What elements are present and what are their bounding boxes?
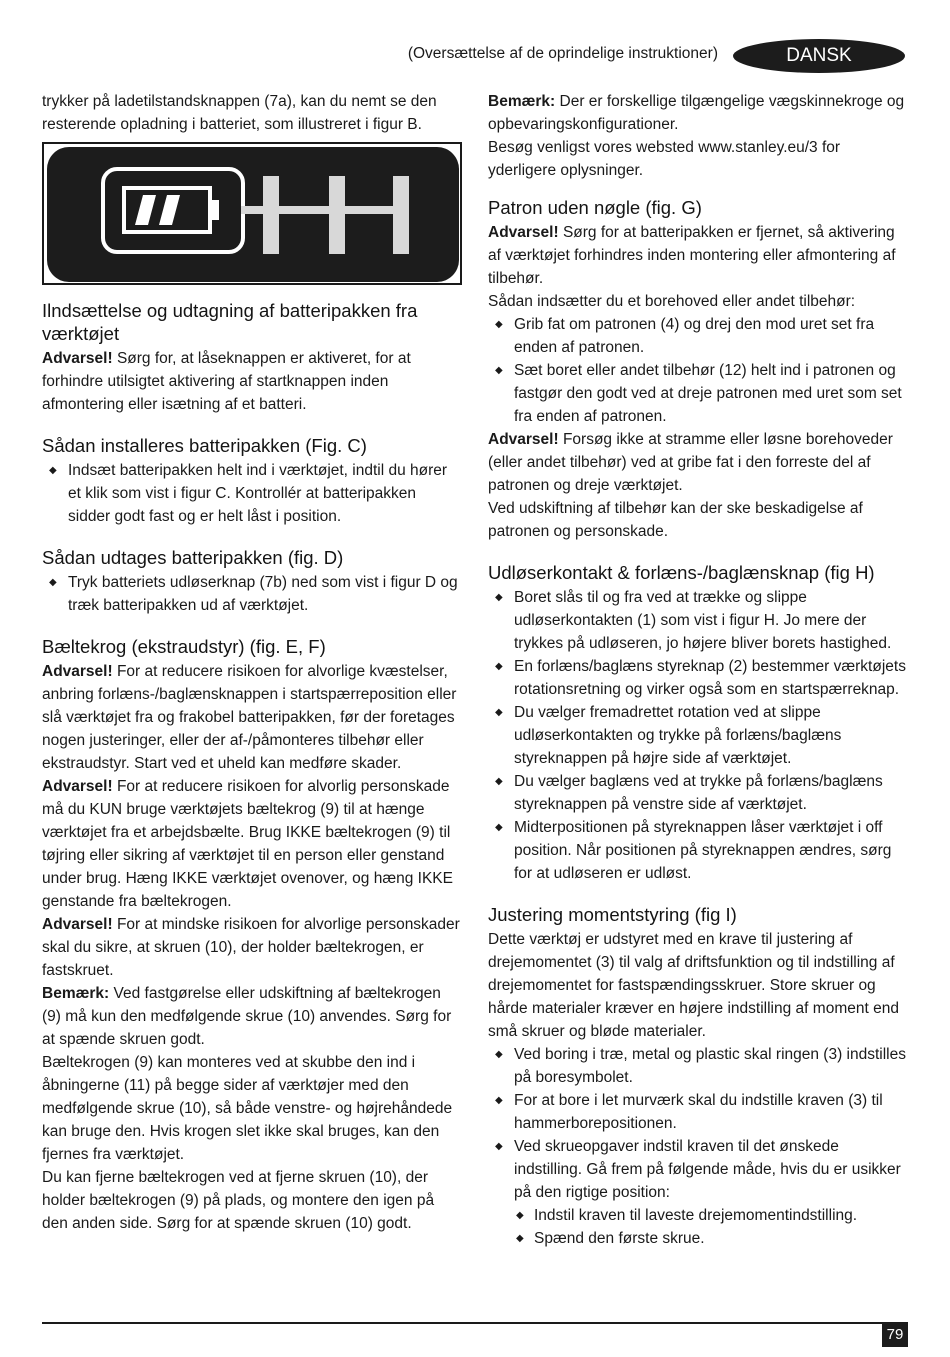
warning-label: Advarsel! bbox=[42, 663, 113, 680]
list-item: ◆ Ved boring i træ, metal og plastic skal ringen (3) indstilles på boresymbolet. bbox=[488, 1043, 908, 1089]
belt-hook-warning-1 bbox=[42, 660, 462, 775]
led-bar-1 bbox=[263, 176, 279, 254]
warning-text: For at reducere risikoen for alvorlig personskade må du KUN bruge værktøjets bæltekrog (9) til at hænge værktøjet fra et arbejdsbælte. Brug IKKE bæltekrogen (9) til tøjring eller sikring af værktøjet til en person eller genstand under brug. Hæng IKKE værktøjet ovenover, og hæng IKKE genstande fra bæltekrogen. bbox=[42, 778, 453, 910]
warning-text: Sørg for at batteripakken er fjernet, så aktivering af værktøjet forhindres inden montering eller afmontering af tilbehør. bbox=[488, 224, 896, 287]
chuck-outro: Ved udskiftning af tilbehør kan der ske beskadigelse af patronen og personskade. bbox=[488, 500, 863, 540]
list-item: ◆ Indsæt batteripakken helt ind i værktøjet, indtil du hører et klik som vist i figur C. Kontrollér at batteripakken sidder godt fast og er helt låst i position. bbox=[42, 459, 462, 528]
chuck-intro: Sådan indsætter du et borehoved eller andet tilbehør: bbox=[488, 293, 856, 310]
install-battery-list bbox=[42, 459, 462, 528]
section-title-install-battery: Sådan installeres batteripakken (Fig. C) bbox=[42, 435, 367, 456]
led-bar-2 bbox=[329, 176, 345, 254]
warning-label: Advarsel! bbox=[42, 916, 113, 933]
section-title-battery-insert-remove: Ilndsættelse og udtagning af batteripakken fra værktøjet bbox=[42, 300, 418, 344]
list-item: ◆ Sæt boret eller andet tilbehør (12) helt ind i patronen og fastgør den godt ved at dreje patronen med uret som set fra enden af patronen. bbox=[488, 359, 908, 428]
section-title-torque-control: Justering momentstyring (fig I) bbox=[488, 904, 737, 925]
warning-label: Advarsel! bbox=[42, 778, 113, 795]
warning-label: Advarsel! bbox=[488, 431, 559, 448]
battery-warning bbox=[42, 347, 462, 416]
figure-b-battery-indicator bbox=[42, 142, 462, 285]
warning-text: For at reducere risikoen for alvorlige kvæstelser, anbring forlæns-/baglænsknappen i startspærreposition eller slå værktøjet fra og frakobel batteripakken, før der foretages nogen justeringer, eller der af-/påmonteres tilbehør eller ekstraudstyr. Start ved et uheld kan medføre skader. bbox=[42, 663, 457, 772]
warning-text: Forsøg ikke at stramme eller løsne borehoveder (eller andet tilbehør) ved at gribe fat i den forreste del af patronen og dreje værktøjet. bbox=[488, 431, 893, 494]
page-number: 79 bbox=[882, 1323, 908, 1347]
language-badge: DANSK bbox=[733, 39, 905, 73]
torque-intro: Dette værktøj er udstyret med en krave til justering af drejemomentet (3) til valg af driftsfunktion og til indstilling af drejemomentet for fastspændingsskruer. Store skruer og hårde materialer kræver en højere indstilling af moment end små skruer og bløde materialer. bbox=[488, 931, 899, 1040]
belt-hook-paragraph-2: Du kan fjerne bæltekrogen ved at fjerne skruen (10), der holder bæltekrogen (9) på plads, og montere den igen på den anden side. Sørg for at spænde skruen (10) godt. bbox=[42, 1169, 435, 1232]
warning-label: Advarsel! bbox=[42, 350, 113, 367]
list-item: ◆ Tryk batteriets udløserknap (7b) ned som vist i figur D og træk batteripakken ud af værktøjet. bbox=[42, 571, 462, 617]
left-column bbox=[42, 90, 462, 1235]
section-title-belt-hook: Bæltekrog (ekstraudstyr) (fig. E, F) bbox=[42, 636, 326, 657]
note-text: Der er forskellige tilgængelige vægskinnekroge og opbevaringskonfigurationer. bbox=[488, 93, 905, 133]
list-item: ◆ Boret slås til og fra ved at trække og slippe udløserkontakten (1) som vist i figur H. Jo mere der trykkes på udløseren, jo højere bliver borets hastighed. bbox=[488, 586, 908, 655]
note-text: Ved fastgørelse eller udskiftning af bæltekrogen (9) må kun den medfølgende skrue (10) anvendes. Sørg for at spænde skruen godt. bbox=[42, 985, 452, 1048]
footer-rule bbox=[42, 1322, 908, 1324]
storage-note bbox=[488, 90, 908, 136]
warning-text: For at mindske risikoen for alvorlige personskader skal du sikre, at skruen (10), der holder bæltekrogen, er fastskruet. bbox=[42, 916, 460, 979]
section-title-keyless-chuck: Patron uden nøgle (fig. G) bbox=[488, 197, 702, 218]
list-item: ◆ En forlæns/baglæns styreknap (2) bestemmer værktøjets rotationsretning og virker også som en startspærreknap. bbox=[488, 655, 908, 701]
section-title-remove-battery: Sådan udtages batteripakken (fig. D) bbox=[42, 547, 344, 568]
battery-terminal bbox=[210, 200, 219, 220]
list-item: ◆ For at bore i let murværk skal du indstille kraven (3) til hammerborepositionen. bbox=[488, 1089, 908, 1135]
belt-hook-note bbox=[42, 982, 462, 1051]
torque-list bbox=[488, 1043, 908, 1204]
note-label: Bemærk: bbox=[42, 985, 110, 1002]
chuck-steps-list bbox=[488, 313, 908, 428]
section-title-trigger-switch: Udløserkontakt & forlæns-/baglænsknap (fig H) bbox=[488, 562, 875, 583]
list-item: ◆ Du vælger fremadrettet rotation ved at slippe udløserkontakten og trykke på forlæns/baglæns styreknappen på højre side af værktøjet. bbox=[488, 701, 908, 770]
remove-battery-list bbox=[42, 571, 462, 617]
belt-hook-paragraph-1: Bæltekrogen (9) kan monteres ved at skubbe den ind i åbningerne (11) på begge sider af værktøjer med den medfølgende skrue (10), så både venstre- og højrehåndede kan bruge den. Hvis krogen slet ikke skal bruges, kan den fjernes fra værktøjet. bbox=[42, 1054, 453, 1163]
chuck-warning-1 bbox=[488, 221, 908, 290]
list-item: ◆ Spænd den første skrue. bbox=[488, 1227, 908, 1250]
led-bar-3 bbox=[393, 176, 409, 254]
warning-label: Advarsel! bbox=[488, 224, 559, 241]
torque-sub-list bbox=[488, 1204, 908, 1250]
list-item: ◆ Ved skrueopgaver indstil kraven til det ønskede indstilling. Gå frem på følgende måde, hvis du er usikker på den rigtige position: bbox=[488, 1135, 908, 1204]
belt-hook-warning-2 bbox=[42, 775, 462, 913]
belt-hook-warning-3 bbox=[42, 913, 462, 982]
battery-indicator-illustration bbox=[47, 147, 459, 282]
translation-note: (Oversættelse af de oprindelige instruktioner) bbox=[407, 45, 718, 62]
list-item: ◆ Indstil kraven til laveste drejemomentindstilling. bbox=[488, 1204, 908, 1227]
chuck-warning-2 bbox=[488, 428, 908, 497]
intro-paragraph: trykker på ladetilstandsknappen (7a), kan du nemt se den resterende opladning i batteriet, som illustreret i figur B. bbox=[42, 93, 437, 133]
right-column bbox=[488, 90, 908, 1250]
website-visit-text: Besøg venligst vores websted www.stanley.eu/3 for yderligere oplysninger. bbox=[488, 139, 841, 179]
list-item: ◆ Du vælger baglæns ved at trykke på forlæns/baglæns styreknappen på venstre side af værktøjet. bbox=[488, 770, 908, 816]
note-label: Bemærk: bbox=[488, 93, 556, 110]
warning-text: Sørg for, at låseknappen er aktiveret, for at forhindre utilsigtet aktivering af startknappen inden afmontering eller isætning af et batteri. bbox=[42, 350, 411, 413]
list-item: ◆ Grib fat om patronen (4) og drej den mod uret set fra enden af patronen. bbox=[488, 313, 908, 359]
list-item: ◆ Midterpositionen på styreknappen låser værktøjet i off position. Når positionen på styreknappen ændres, sørg for at udløseren er udløst. bbox=[488, 816, 908, 885]
trigger-switch-list bbox=[488, 586, 908, 885]
